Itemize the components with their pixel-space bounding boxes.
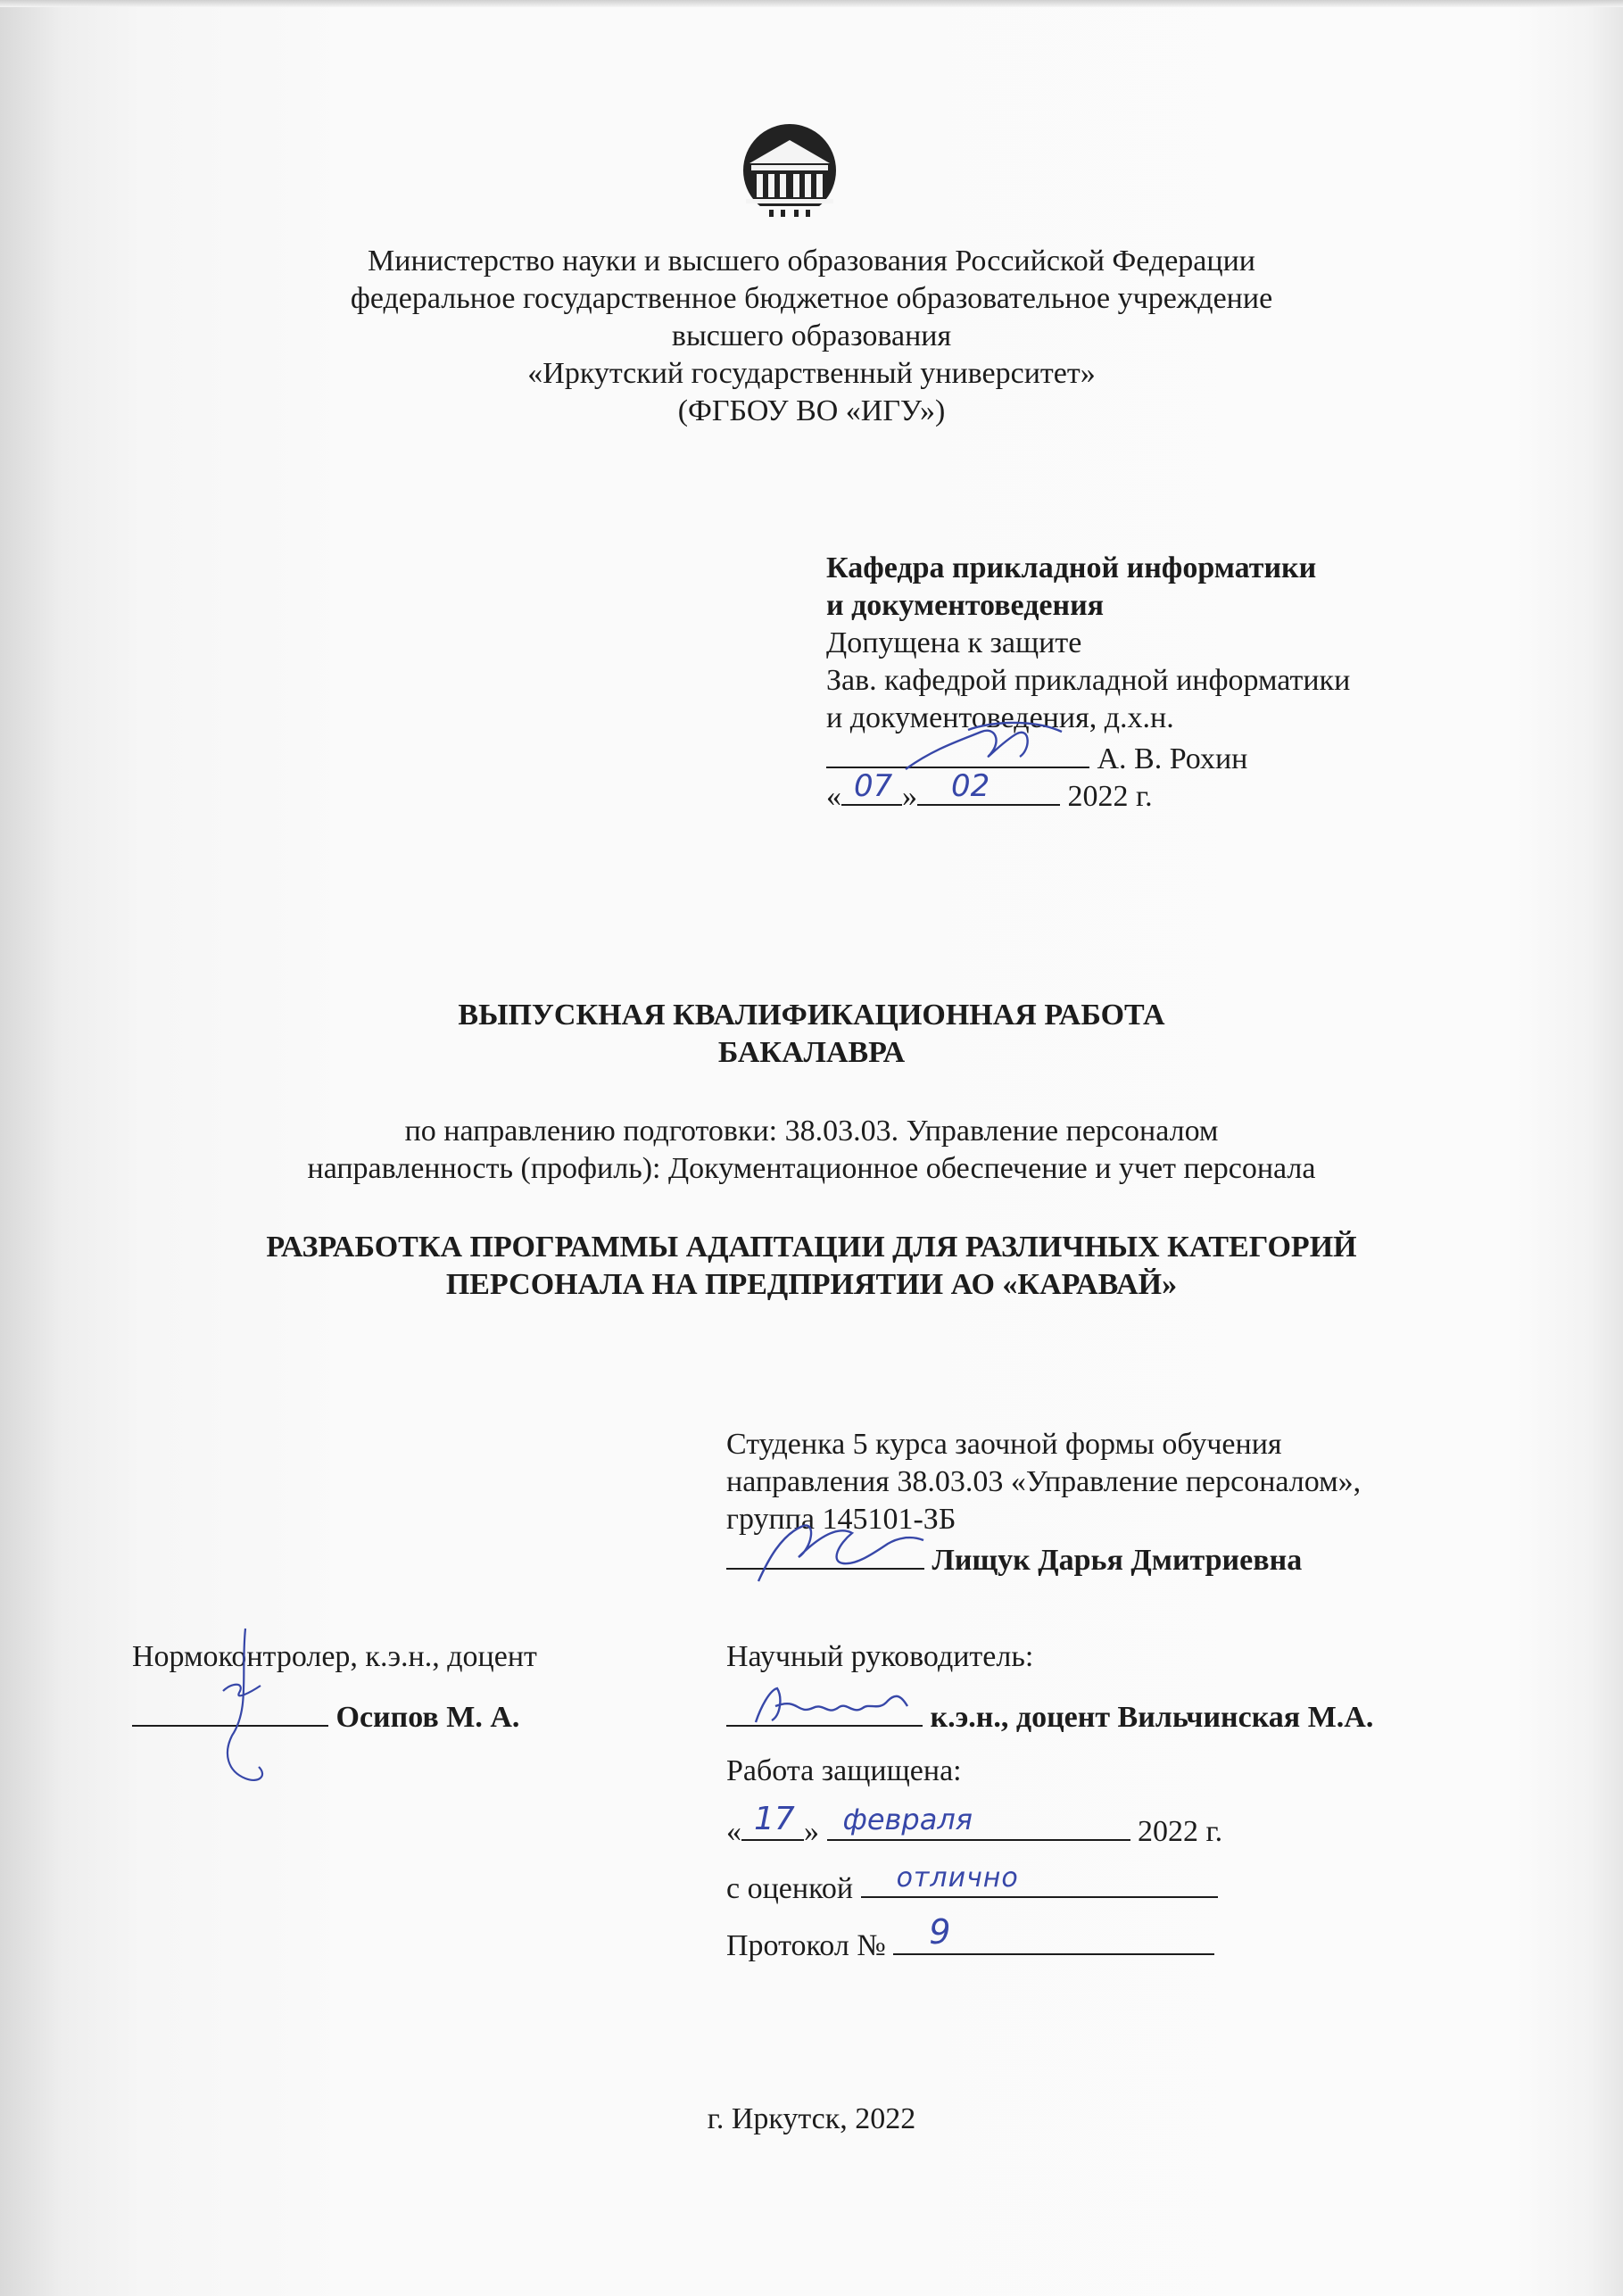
grade-label: с оценкой (726, 1872, 854, 1905)
handwritten-day: 07 (854, 768, 893, 804)
handwritten-defense-day: 17 (754, 1801, 795, 1837)
defense-year: 2022 г. (1138, 1815, 1223, 1848)
university-name: «Иркутский государственный университет» (527, 357, 1096, 390)
grade-blank (861, 1862, 1218, 1898)
quote-close: » (902, 780, 917, 813)
university-abbreviation: (ФГБОУ ВО «ИГУ») (677, 394, 946, 427)
department-line-1: Кафедра прикладной информатики (826, 551, 1317, 584)
student-line-2: направления 38.03.03 «Управление персоналом», (726, 1465, 1362, 1498)
day-blank (841, 768, 902, 806)
grade-line (726, 1862, 1218, 1907)
defense-date-line (726, 1801, 1223, 1850)
topic-line-2: ПЕРСОНАЛА НА ПРЕДПРИЯТИИ АО «КАРАВАЙ» (445, 1268, 1178, 1301)
normcontrol-label: Нормоконтролер, к.э.н., доцент (132, 1640, 537, 1673)
defense-label: Работа защищена: (726, 1754, 962, 1787)
approval-year: 2022 г. (1067, 780, 1153, 813)
study-profile: направленность (профиль): Документационное обеспечение и учет персонала (307, 1152, 1316, 1185)
handwritten-protocol-number: 9 (929, 1912, 951, 1952)
ministry-line-3: высшего образования (671, 319, 952, 352)
protocol-label: Протокол № (726, 1929, 886, 1962)
scan-edge (0, 0, 1623, 7)
handwritten-month: 02 (951, 768, 990, 804)
supervisor-name: к.э.н., доцент Вильчинская М.А. (930, 1701, 1374, 1734)
head-of-department-line-2: и документоведения, д.х.н. (826, 701, 1174, 734)
student-group: группа 145101-ЗБ (726, 1503, 956, 1536)
university-logo-icon (732, 120, 848, 220)
city-and-year: г. Иркутск, 2022 (707, 2102, 916, 2135)
quote-open: « (826, 780, 841, 813)
ministry-line-1: Министерство науки и высшего образования Российской Федерации (368, 245, 1255, 278)
supervisor-signature (745, 1679, 923, 1733)
quote-close: » (804, 1815, 819, 1848)
month-blank (827, 1803, 1130, 1841)
ministry-line-2: федеральное государственное бюджетное образовательное учреждение (350, 282, 1273, 315)
work-title-line-2: БАКАЛАВРА (717, 1036, 906, 1069)
head-name: А. В. Рохин (1097, 742, 1248, 775)
student-line-1: Студенка 5 курса заочной формы обучения (726, 1428, 1282, 1461)
head-signature (897, 714, 1075, 785)
direction-of-study: по направлению подготовки: 38.03.03. Управление персоналом (404, 1115, 1219, 1148)
supervisor-label: Научный руководитель: (726, 1640, 1034, 1673)
handwritten-defense-month: февраля (842, 1803, 973, 1836)
day-blank (741, 1801, 804, 1841)
department-line-2: и документоведения (826, 589, 1105, 622)
normcontrol-name: Осипов М. А. (335, 1701, 520, 1734)
quote-open: « (726, 1815, 741, 1848)
normcontrol-signature (196, 1620, 303, 1798)
protocol-blank (893, 1912, 1214, 1955)
normcontrol-signature-line (132, 1696, 519, 1736)
student-signature (732, 1508, 937, 1588)
admitted-to-defense: Допущена к защите (826, 626, 1082, 659)
work-title-line-1: ВЫПУСКНАЯ КВАЛИФИКАЦИОННАЯ РАБОТА (458, 999, 1165, 1032)
head-of-department-line-1: Зав. кафедрой прикладной информатики (826, 664, 1351, 697)
topic-line-1: РАЗРАБОТКА ПРОГРАММЫ АДАПТАЦИИ ДЛЯ РАЗЛИЧНЫХ КАТЕГОРИЙ (266, 1231, 1357, 1264)
student-name: Лищук Дарья Дмитриевна (932, 1544, 1303, 1577)
protocol-line (726, 1912, 1214, 1964)
handwritten-grade: отлично (896, 1862, 1019, 1894)
